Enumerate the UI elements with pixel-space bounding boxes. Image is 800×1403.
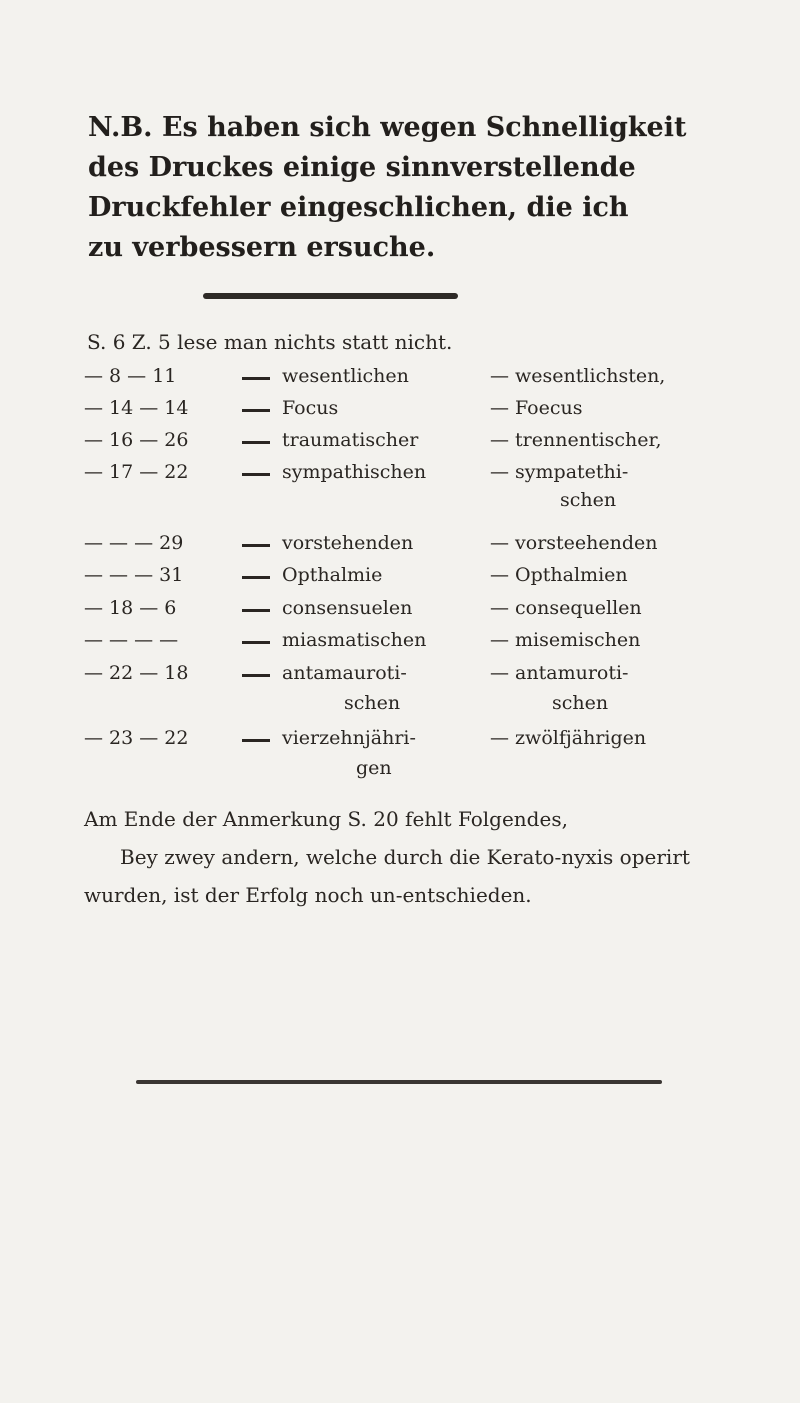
errata-wrong: Opthalmie: [282, 564, 383, 586]
errata-correction: schen: [552, 692, 609, 714]
separator-dash: [242, 609, 270, 612]
errata-reference: — 18 — 6: [84, 597, 177, 619]
errata-reference: — 16 — 26: [84, 429, 189, 451]
errata-wrong: antamauroti-: [282, 662, 407, 684]
errata-correction: — sympatethi-: [490, 461, 629, 483]
separator-dash: [242, 441, 270, 444]
errata-correction: — wesentlichsten,: [490, 365, 666, 387]
errata-correction: schen: [560, 489, 617, 511]
errata-wrong: wesentlichen: [282, 365, 409, 387]
errata-reference: — 23 — 22: [84, 727, 189, 749]
errata-reference: — 17 — 22: [84, 461, 189, 483]
decorative-rule: [136, 1080, 662, 1084]
errata-correction: — trennentischer,: [490, 429, 662, 451]
errata-wrong: consensuelen: [282, 597, 413, 619]
separator-dash: [242, 473, 270, 476]
notice-line: zu verbessern ersuche.: [88, 232, 436, 263]
errata-reference: — 8 — 11: [84, 365, 177, 387]
errata-correction: — Opthalmien: [490, 564, 628, 586]
separator-dash: [242, 409, 270, 412]
separator-dash: [242, 544, 270, 547]
separator-dash: [242, 576, 270, 579]
errata-correction: — misemischen: [490, 629, 641, 651]
errata-correction: — vorsteehenden: [490, 532, 658, 554]
errata-correction: — antamuroti-: [490, 662, 629, 684]
errata-wrong: Focus: [282, 397, 339, 419]
notice-line: Druckfehler eingeschlichen, die ich: [88, 192, 629, 223]
notice-line: des Druckes einige sinnverstellende: [88, 152, 636, 183]
errata-correction: — zwölfjährigen: [490, 727, 647, 749]
decorative-rule: [203, 293, 458, 299]
errata-reference: — 22 — 18: [84, 662, 189, 684]
separator-dash: [242, 641, 270, 644]
errata-wrong: gen: [356, 757, 392, 779]
printer-notice: [88, 108, 708, 268]
separator-dash: [242, 674, 270, 677]
errata-wrong: miasmatischen: [282, 629, 427, 651]
errata-reference: — — — 29: [84, 532, 184, 554]
separator-dash: [242, 377, 270, 380]
errata-wrong: sympathischen: [282, 461, 427, 483]
errata-wrong: traumatischer: [282, 429, 419, 451]
addendum-text: Bey zwey andern, welche durch die Kerato-nyxis operirt wurden, ist der Erfolg noch un-entschieden.: [84, 845, 690, 907]
errata-reference: — — — —: [84, 629, 179, 651]
errata-wrong: vierzehnjähri-: [282, 727, 416, 749]
errata-correction: — Foecus: [490, 397, 583, 419]
addendum-heading: Am Ende der Anmerkung S. 20 fehlt Folgendes,: [84, 807, 568, 831]
errata-reference: — — — 31: [84, 564, 184, 586]
errata-correction: — consequellen: [490, 597, 642, 619]
errata-wrong: vorstehenden: [282, 532, 414, 554]
separator-dash: [242, 739, 270, 742]
errata-reference: — 14 — 14: [84, 397, 189, 419]
addendum: [84, 800, 744, 914]
errata-wrong: schen: [344, 692, 401, 714]
errata-header: S. 6 Z. 5 lese man nichts statt nicht.: [87, 330, 453, 354]
notice-line: N.B. Es haben sich wegen Schnelligkeit: [88, 112, 687, 143]
